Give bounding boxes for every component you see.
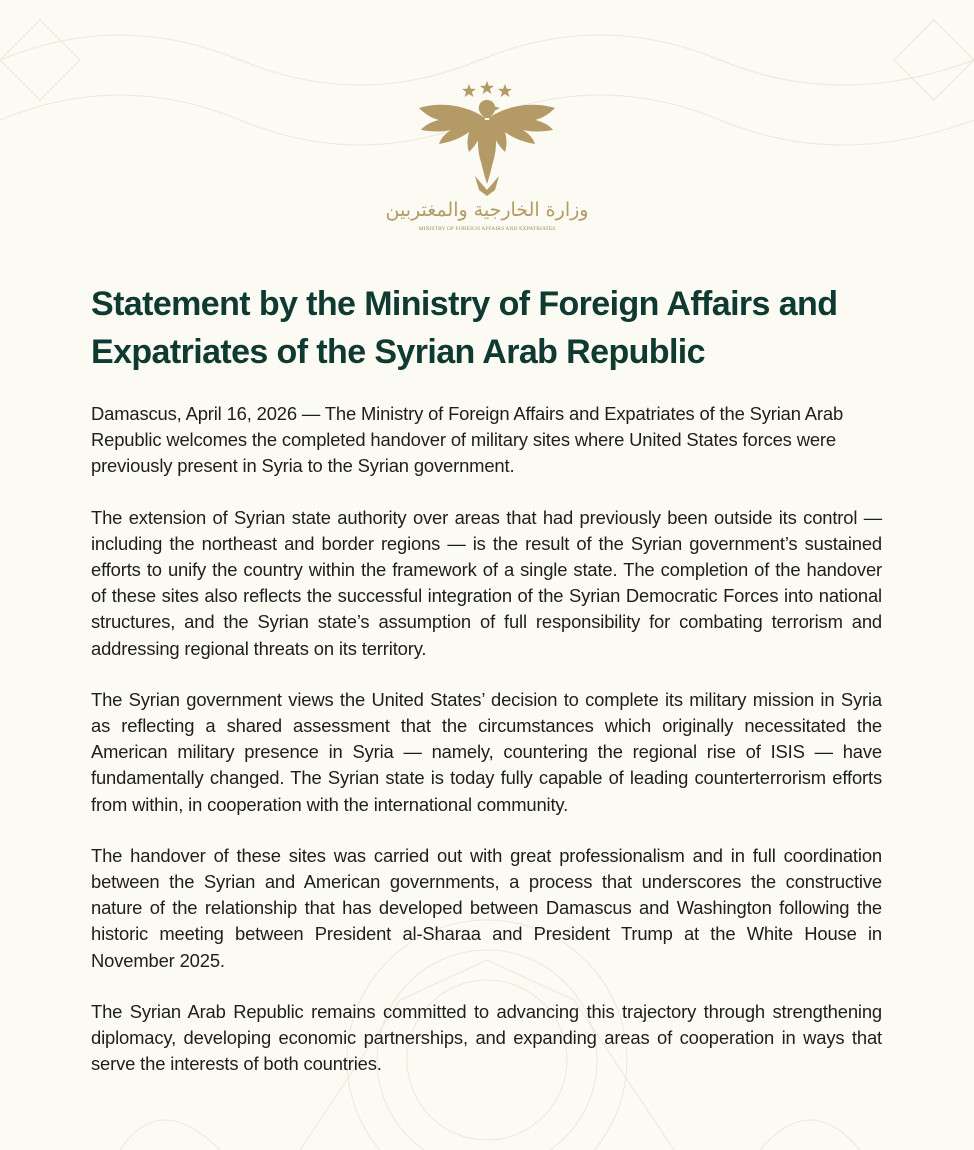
title-line-2: Expatriates of the Syrian Arab Republic — [91, 333, 705, 371]
ministry-arabic-logotype — [385, 196, 589, 222]
paragraph-5: The Syrian Arab Republic remains committed to advancing this trajectory through strengthening diplomacy, developing economic partnerships, and expanding areas of cooperation in ways that serve the interests of both countries. — [91, 1000, 882, 1075]
arabic-text: وزارة الخارجية والمغتربين — [385, 199, 589, 221]
ministry-emblem — [385, 78, 589, 244]
ministry-english-caption: MINISTRY OF FOREIGN AFFAIRS AND EXPATRIATES — [418, 226, 556, 232]
paragraph-1: Damascus, April 16, 2026 — The Ministry of Foreign Affairs and Expatriates of the Syrian Arab Republic welcomes the completed handover of military sites where United States forces were previously present in Syria to the Syrian government. — [91, 403, 844, 477]
paragraph-3: The Syrian government views the United States’ decision to complete its military mission in Syria as reflecting a shared assessment that the circumstances which originally necessitated the American military presence in Syria — namely, countering the regional rise of ISIS — have fundamentally changed. The Syrian state is today fully capable of leading counterterrorism efforts from within, in cooperation with the international community. — [91, 688, 882, 815]
statement-body — [91, 401, 882, 1102]
page-title — [91, 280, 891, 376]
title-line-1: Statement by the Ministry of Foreign Affairs and — [91, 285, 838, 323]
paragraph-4: The handover of these sites was carried out with great professionalism and in full coordination between the Syrian and American governments, a process that underscores the constructive nature of the relationship that has developed between Damascus and Washington following the historic meeting between President al-Sharaa and President Trump at the White House in November 2025. — [91, 844, 882, 971]
paragraph-2: The extension of Syrian state authority over areas that had previously been outside its control — including the northeast and border regions — is the result of the Syrian government’s sustained efforts to unify the country within the framework of a single state. The completion of the handover of these sites also reflects the successful integration of the Syrian Democratic Forces into national structures, and the Syrian state’s assumption of full responsibility for combating terrorism and addressing regional threats on its territory. — [91, 506, 882, 659]
